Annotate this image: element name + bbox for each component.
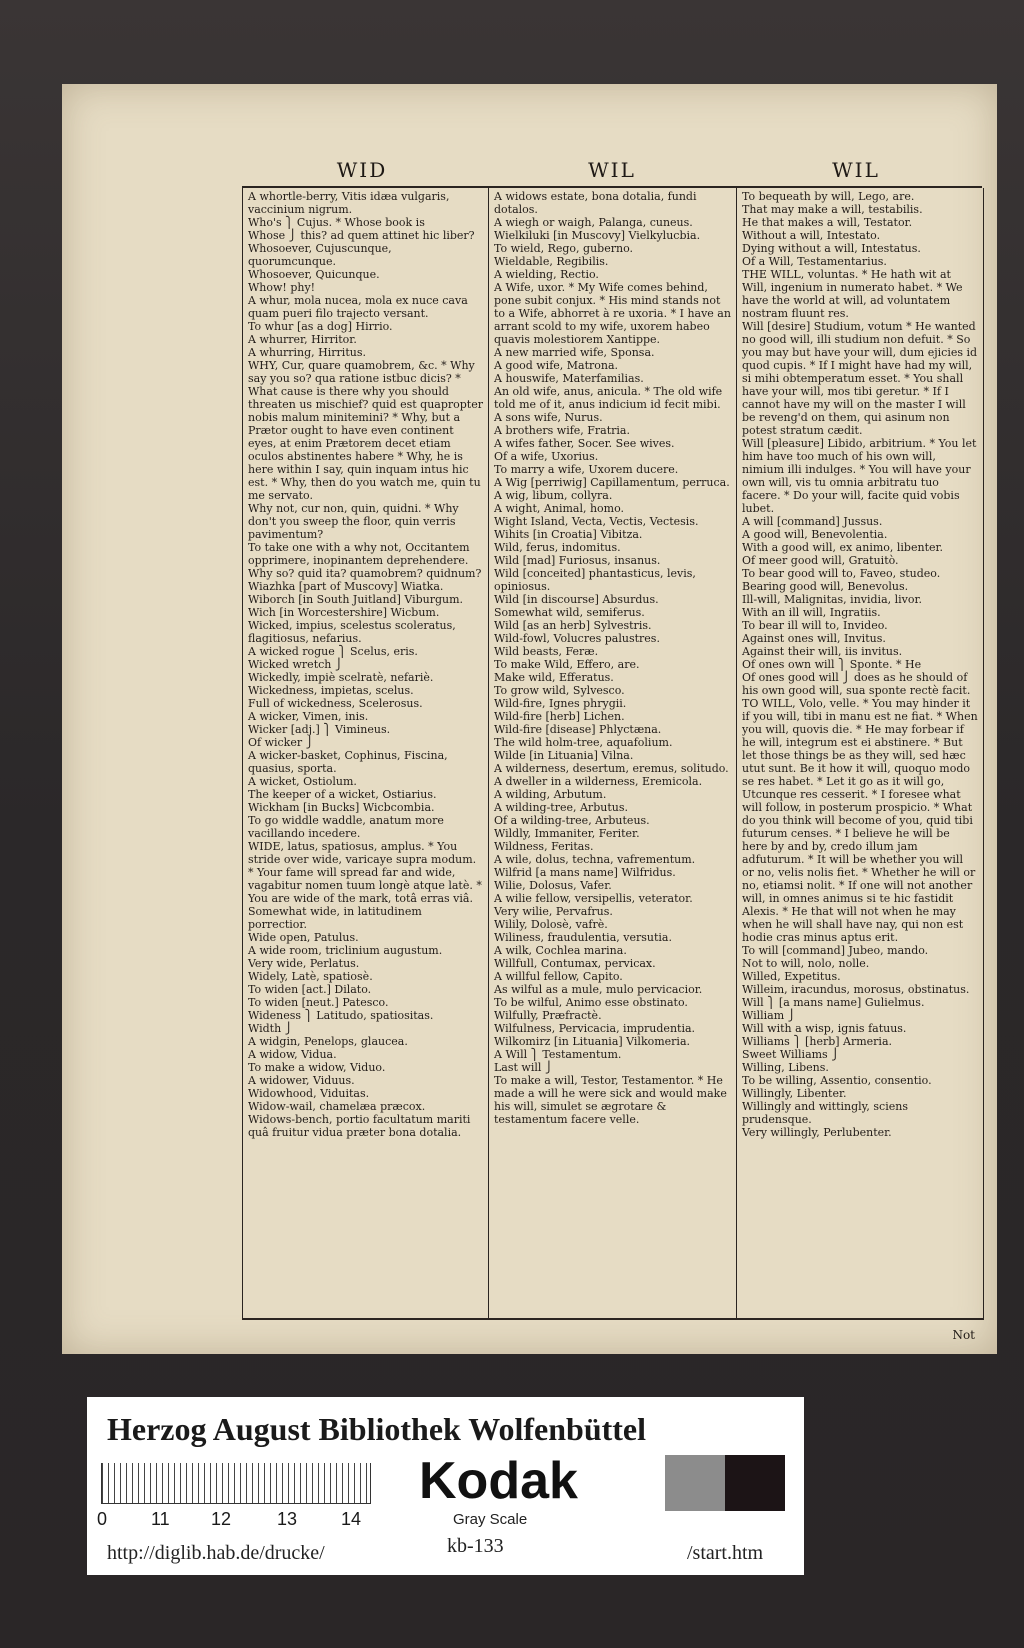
header-col2: WIL	[588, 158, 636, 182]
black-swatch	[725, 1455, 785, 1511]
dictionary-entry: A wilding-tree, Arbutus.	[494, 801, 628, 814]
dictionary-entry: To widen [act.] Dilato.	[248, 983, 372, 996]
dictionary-entry: Why not, cur non, quin, quidni. * Why don't you sweep the floor, quin verris pavimentum?	[248, 502, 459, 541]
dictionary-entry: Williams ⎫ [herb] Armeria.	[742, 1035, 893, 1048]
dictionary-entry: A good wife, Matrona.	[494, 359, 619, 372]
dictionary-entry: Whosoever, Cujuscunque, quorumcunque.	[248, 242, 392, 268]
dictionary-entry: Whose ⎭ this? ad quem attinet hic liber?	[248, 229, 475, 242]
dictionary-entry: A wicked rogue ⎫ Scelus, eris.	[248, 645, 418, 658]
gray-swatch	[665, 1455, 725, 1511]
dictionary-entry: To make Wild, Effero, are.	[494, 658, 640, 671]
dictionary-entry: Of ones own will ⎫ Sponte. * He	[742, 658, 922, 671]
dictionary-entry: A wig, libum, collyra.	[494, 489, 613, 502]
dictionary-entry: A wilk, Cochlea marina.	[494, 944, 627, 957]
dictionary-entry: Wild [in discourse] Absurdus.	[494, 593, 659, 606]
dictionary-entry: Wild [mad] Furiosus, insanus.	[494, 554, 661, 567]
dictionary-entry: A dweller in a wilderness, Eremicola.	[494, 775, 703, 788]
dictionary-entry: Of a wilding-tree, Arbuteus.	[494, 814, 650, 827]
dictionary-entry: A will [command] Jussus.	[742, 515, 883, 528]
dictionary-entry: Wickedness, impietas, scelus.	[248, 684, 414, 697]
target-code: kb-133	[447, 1535, 504, 1557]
dictionary-entry: Wildness, Feritas.	[494, 840, 594, 853]
scan-target-card	[87, 1397, 804, 1575]
dictionary-entry: To bear good will to, Faveo, studeo.	[742, 567, 941, 580]
dictionary-entry: Of ones good will ⎭ does as he should of his own good will, sua sponte rectè facit.	[742, 671, 971, 697]
running-headers	[242, 158, 982, 188]
dictionary-entry: A whortle-berry, Vitis idæa vulgaris, vaccinium nigrum.	[248, 190, 450, 216]
dictionary-entry: A new married wife, Sponsa.	[494, 346, 655, 359]
dictionary-entry: Wilfully, Præfractè.	[494, 1009, 602, 1022]
dictionary-entry: Wilie, Dolosus, Vafer.	[494, 879, 612, 892]
dictionary-entry: Of wicker ⎭	[248, 736, 314, 749]
dictionary-entry: An old wife, anus, anicula. * The old wife told me of it, anus indicium id fecit mibi.	[494, 385, 723, 411]
dictionary-entry: A Will ⎫ Testamentum.	[494, 1048, 622, 1061]
dictionary-entry: A wilding, Arbutum.	[494, 788, 607, 801]
dictionary-entry: THE WILL, voluntas. * He hath wit at Will, ingenium in numerato habet. * We have the world at will, ad voluntatem nostram fluunt res.	[742, 268, 963, 320]
dictionary-entry: Wilde [in Lituania] Vilna.	[494, 749, 634, 762]
dictionary-entry: Last will ⎭	[494, 1061, 554, 1074]
dictionary-entry: Wild beasts, Feræ.	[494, 645, 599, 658]
column-1	[243, 188, 489, 1318]
dictionary-entry: A wicket, Ostiolum.	[248, 775, 357, 788]
dictionary-entry: Wight Island, Vecta, Vectis, Vectesis.	[494, 515, 699, 528]
dictionary-entry: Will [desire] Studium, votum * He wanted no good will, illi studium non defuit. * So you may but have your will, dum ejicies id quod cupis. * If I might have had my will, si mihi obtemperatum esset. * You shall have your will, mos tibi geretur. * If I cannot have my will on the master I will be reveng'd on them, qui asinum non potest stratum cædit.	[742, 320, 978, 437]
page-content	[242, 158, 982, 1348]
dictionary-entry: A brothers wife, Fratria.	[494, 424, 630, 437]
dictionary-page	[62, 84, 997, 1354]
dictionary-entry: Wickedly, impiè scelratè, nefariè.	[248, 671, 434, 684]
dictionary-entry: Width ⎭	[248, 1022, 293, 1035]
dictionary-entry: Wieldable, Regibilis.	[494, 255, 609, 268]
dictionary-entry: Somewhat wild, semiferus.	[494, 606, 645, 619]
dictionary-entry: Will [pleasure] Libido, arbitrium. * You let him have too much of his own will, nimium illi indulges. * You will have your own will, vis tu omnia arbitratu tuo facere. * Do your will, facite quid vobis lubet.	[742, 437, 977, 515]
dictionary-entry: Somewhat wide, in latitudinem porrectior.	[248, 905, 422, 931]
source-url: http://diglib.hab.de/drucke/	[107, 1542, 325, 1564]
dictionary-entry: Against their will, iis invitus.	[742, 645, 903, 658]
dictionary-entry: Wild-fire, Ignes phrygii.	[494, 697, 627, 710]
dictionary-entry: Wilkomirz [in Lituania] Vilkomeria.	[494, 1035, 691, 1048]
dictionary-entry: Will with a wisp, ignis fatuus.	[742, 1022, 907, 1035]
dictionary-entry: A good will, Benevolentia.	[742, 528, 888, 541]
dictionary-entry: Wild [conceited] phantasticus, levis, opiniosus.	[494, 567, 696, 593]
dictionary-entry: A wight, Animal, homo.	[494, 502, 625, 515]
dictionary-entry: Wilfulness, Pervicacia, imprudentia.	[494, 1022, 696, 1035]
dictionary-entry: He that makes a will, Testator.	[742, 216, 913, 229]
dictionary-entry: To marry a wife, Uxorem ducere.	[494, 463, 679, 476]
dictionary-entry: A widow, Vidua.	[248, 1048, 337, 1061]
dictionary-entry: The wild holm-tree, aquafolium.	[494, 736, 673, 749]
dictionary-entry: Willfull, Contumax, pervicax.	[494, 957, 656, 970]
dictionary-entry: A whur, mola nucea, mola ex nuce cava quam pueri filo trajecto versant.	[248, 294, 468, 320]
text-columns	[242, 188, 984, 1342]
dictionary-entry: Why so? quid ita? quamobrem? quidnum?	[248, 567, 482, 580]
dictionary-entry: A widows estate, bona dotalia, fundi dotalos.	[494, 190, 697, 216]
dictionary-entry: Wild, ferus, indomitus.	[494, 541, 621, 554]
dictionary-entry: Willingly, Libenter.	[742, 1087, 847, 1100]
column-2	[489, 188, 737, 1318]
dictionary-entry: Will ⎫ [a mans name] Gulielmus.	[742, 996, 925, 1009]
dictionary-entry: A wide room, triclinium augustum.	[248, 944, 443, 957]
dictionary-entry: Ill-will, Malignitas, invidia, livor.	[742, 593, 923, 606]
dictionary-entry: To go widdle waddle, anatum more vacillando incedere.	[248, 814, 444, 840]
dictionary-entry: Very wide, Perlatus.	[248, 957, 360, 970]
dictionary-entry: Wildly, Immaniter, Feriter.	[494, 827, 640, 840]
dictionary-entry: A wifes father, Socer. See wives.	[494, 437, 675, 450]
dictionary-entry: Widows-bench, portio facultatum mariti quâ fruitur vidua præter bona dotalia.	[248, 1113, 471, 1139]
dictionary-entry: Wiazhka [part of Muscovy] Wiatka.	[248, 580, 444, 593]
dictionary-entry: A whurring, Hirritus.	[248, 346, 366, 359]
dictionary-entry: Who's ⎫ Cujus. * Whose book is	[248, 216, 425, 229]
dictionary-entry: To grow wild, Sylvesco.	[494, 684, 625, 697]
library-name: Herzog August Bibliothek Wolfenbüttel	[107, 1411, 647, 1447]
dictionary-entry: Willingly and wittingly, sciens prudensque.	[742, 1100, 908, 1126]
dictionary-entry: To bequeath by will, Lego, are.	[742, 190, 915, 203]
dictionary-entry: A wielding, Rectio.	[494, 268, 599, 281]
dictionary-entry: Make wild, Efferatus.	[494, 671, 614, 684]
dictionary-entry: Wideness ⎫ Latitudo, spatiositas.	[248, 1009, 434, 1022]
dictionary-entry: Whow! phy!	[248, 281, 316, 294]
dictionary-entry: Wiliness, fraudulentia, versutia.	[494, 931, 672, 944]
dictionary-entry: The keeper of a wicket, Ostiarius.	[248, 788, 437, 801]
dictionary-entry: To will [command] Jubeo, mando.	[742, 944, 929, 957]
ruler-number: 14	[341, 1509, 362, 1529]
ruler-number: 11	[151, 1509, 170, 1529]
dictionary-entry: WHY, Cur, quare quamobrem, &c. * Why say you so? qua ratione istbuc dicis? * What cause is there why you should threaten us mischief? quid est quapropter nobis malum minitemini? * Why, but a Prætor ought to have even continent eyes, at enim Prætorem decet etiam oculos abstinentes habere * Why, he is here within I say, quin inquam intus hic est. * Why, then do you watch me, quin tu me servato.	[248, 359, 483, 502]
dictionary-entry: Against ones will, Invitus.	[742, 632, 886, 645]
dictionary-entry: To wield, Rego, guberno.	[494, 242, 633, 255]
dictionary-entry: Of a Will, Testamentarius.	[742, 255, 887, 268]
dictionary-entry: Willeim, iracundus, morosus, obstinatus.	[742, 983, 970, 996]
dictionary-entry: Wild-fire [herb] Lichen.	[494, 710, 625, 723]
dictionary-entry: Wicked, impius, scelestus scoleratus, flagitiosus, nefarius.	[248, 619, 456, 645]
dictionary-entry: Whosoever, Quicunque.	[248, 268, 380, 281]
dictionary-entry: A wicker-basket, Cophinus, Fiscina, quasius, sporta.	[248, 749, 448, 775]
dictionary-entry: A wilie fellow, versipellis, veterator.	[494, 892, 693, 905]
ruler-scale	[101, 1463, 371, 1504]
dictionary-entry: A willful fellow, Capito.	[494, 970, 623, 983]
kodak-logo: Kodak	[419, 1452, 578, 1510]
dictionary-entry: Wilily, Dolosè, vafrè.	[494, 918, 608, 931]
dictionary-entry: Wild-fowl, Volucres palustres.	[494, 632, 660, 645]
dictionary-entry: To widen [neut.] Patesco.	[248, 996, 389, 1009]
dictionary-entry: Full of wickedness, Scelerosus.	[248, 697, 423, 710]
dictionary-entry: To be willing, Assentio, consentio.	[742, 1074, 932, 1087]
dictionary-entry: To make a will, Testor, Testamentor. * He made a will he were sick and would make his will, simulet se ægrotare & testamentum facere velle.	[494, 1074, 727, 1126]
dictionary-entry: Wicked wretch ⎭	[248, 658, 344, 671]
dictionary-entry: To make a widow, Viduo.	[248, 1061, 386, 1074]
dictionary-entry: Willed, Expetitus.	[742, 970, 841, 983]
dictionary-entry: A wicker, Vimen, inis.	[248, 710, 369, 723]
dictionary-entry: Widow-wail, chamelæa præcox.	[248, 1100, 426, 1113]
dictionary-entry: Widely, Latè, spatiosè.	[248, 970, 373, 983]
dictionary-entry: Without a will, Intestato.	[742, 229, 881, 242]
dictionary-entry: A widgin, Penelops, glaucea.	[248, 1035, 408, 1048]
dictionary-entry: That may make a will, testabilis.	[742, 203, 923, 216]
dictionary-entry: A sons wife, Nurus.	[494, 411, 603, 424]
dictionary-entry: Wich [in Worcestershire] Wicbum.	[248, 606, 440, 619]
dictionary-entry: To be wilful, Animo esse obstinato.	[494, 996, 688, 1009]
dictionary-entry: A wilderness, desertum, eremus, solitudo.	[494, 762, 729, 775]
dictionary-entry: Wiborch [in South Juitland] Viburgum.	[248, 593, 464, 606]
dictionary-entry: Wide open, Patulus.	[248, 931, 359, 944]
dictionary-entry: Widowhood, Viduitas.	[248, 1087, 370, 1100]
ruler-number: 13	[277, 1509, 298, 1529]
dictionary-entry: WIDE, latus, spatiosus, amplus. * You stride over wide, varicaye supra modum. * Your fame will spread far and wide, vagabitur nomen tuum longè atque latè. * You are wide of the mark, totâ erras viâ.	[248, 840, 482, 905]
dictionary-entry: Wihits [in Croatia] Vibitza.	[494, 528, 643, 541]
header-col3: WIL	[832, 158, 880, 182]
dictionary-entry: Dying without a will, Intestatus.	[742, 242, 921, 255]
dictionary-entry: A wiegh or waigh, Palanga, cuneus.	[494, 216, 693, 229]
dictionary-entry: Wielkiluki [in Muscovy] Vielkylucbia.	[494, 229, 701, 242]
dictionary-entry: With an ill will, Ingratiis.	[742, 606, 881, 619]
gray-scale-label: Gray Scale	[453, 1511, 528, 1528]
dictionary-entry: Not to will, nolo, nolle.	[742, 957, 870, 970]
dictionary-entry: A houswife, Materfamilias.	[494, 372, 644, 385]
dictionary-entry: Wilfrid [a mans name] Wilfridus.	[494, 866, 676, 879]
dictionary-entry: A wile, dolus, techna, vafrementum.	[494, 853, 696, 866]
dictionary-entry: Of a wife, Uxorius.	[494, 450, 599, 463]
dictionary-entry: Bearing good will, Benevolus.	[742, 580, 909, 593]
dictionary-entry: William ⎭	[742, 1009, 796, 1022]
ruler-number: 12	[211, 1509, 232, 1529]
dictionary-entry: To whur [as a dog] Hirrio.	[248, 320, 393, 333]
dictionary-entry: TO WILL, Volo, velle. * You may hinder it if you will, tibi in manu est ne fiat. * When you will, quovis die. * He may forbear if he will, integrum est ei abstinere. * But let those things be as they will, sed hæc utut sunt. Be it how it will, quoquo modo se res habet. * Let it go as it will go, Utcunque res cesserit. * I foresee what will follow, in posterum prospicio. * What do you think will become of you, quid tibi futurum censes. * I believe he will be here by and by, credo illum jam adfuturum. * It will be whether you will or no, velis nolis fiet. * Whether he will or no, etiamsi nolit. * If one will not another will, in omnes animus si te hic fastidit Alexis. * He that will not when he may when he will shall have nay, qui non est hodie cras minus aptus erit.	[742, 697, 978, 944]
dictionary-entry: To bear ill will to, Invideo.	[742, 619, 888, 632]
catchword: Not	[952, 1328, 975, 1342]
dictionary-entry: Wild-fire [disease] Phlyctæna.	[494, 723, 662, 736]
source-url-suffix: /start.htm	[687, 1542, 764, 1564]
dictionary-entry: Of meer good will, Gratuitò.	[742, 554, 899, 567]
dictionary-entry: With a good will, ex animo, libenter.	[742, 541, 944, 554]
dictionary-entry: Very wilie, Pervafrus.	[494, 905, 613, 918]
dictionary-entry: Wickham [in Bucks] Wicbcombia.	[248, 801, 435, 814]
dictionary-entry: A Wife, uxor. * My Wife comes behind, pone subit conjux. * His mind stands not to a Wife, abhorret à re uxoria. * I have an arrant scold to my wife, uxorem habeo quavis molestiorem Xantippe.	[494, 281, 731, 346]
dictionary-entry: A widower, Viduus.	[248, 1074, 355, 1087]
dictionary-entry: Very willingly, Perlubenter.	[742, 1126, 892, 1139]
dictionary-entry: As wilful as a mule, mulo pervicacior.	[494, 983, 703, 996]
dictionary-entry: Wild [as an herb] Sylvestris.	[494, 619, 652, 632]
dictionary-entry: Willing, Libens.	[742, 1061, 829, 1074]
header-col1: WID	[336, 158, 388, 182]
dictionary-entry: A Wig [perriwig] Capillamentum, perruca.	[494, 476, 730, 489]
dictionary-entry: Sweet Williams ⎭	[742, 1048, 840, 1061]
ruler-number: 0	[97, 1509, 108, 1529]
column-3	[737, 188, 983, 1318]
dictionary-entry: A whurrer, Hirritor.	[248, 333, 357, 346]
dictionary-entry: To take one with a why not, Occitantem opprimere, inopinantem deprehendere.	[248, 541, 470, 567]
dictionary-entry: Wicker [adj.] ⎫ Vimineus.	[248, 723, 391, 736]
